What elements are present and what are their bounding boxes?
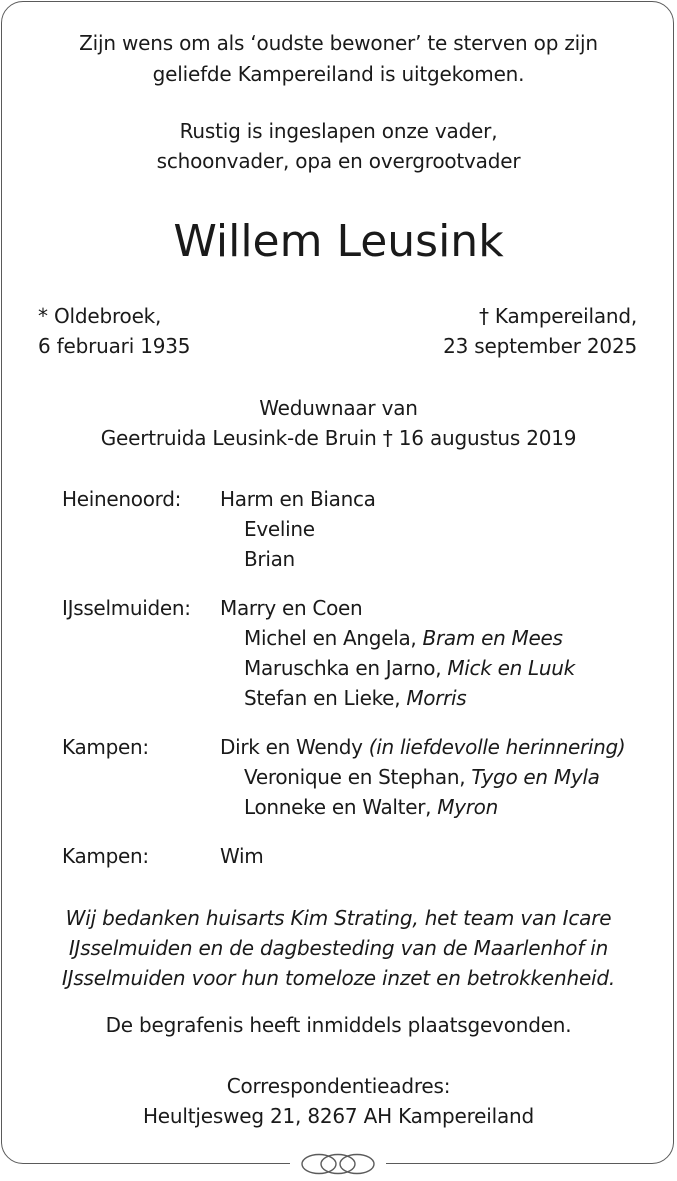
widower-line-2: Geertruida Leusink-de Bruin † 16 augustus 2019 xyxy=(100,426,577,450)
grandchildren-names: Mick en Luuk xyxy=(447,656,575,680)
family-place: Kampen: xyxy=(62,735,149,759)
family-child: Eveline xyxy=(244,517,315,541)
family-place: IJsselmuiden: xyxy=(62,596,191,620)
intro-line-2: geliefde Kampereiland is uitgekomen. xyxy=(152,62,525,86)
intro-line-1: Zijn wens om als ‘oudste bewoner’ te sterven op zijn xyxy=(79,31,598,55)
grandchildren-names: Bram en Mees xyxy=(422,626,563,650)
deceased-name: Willem Leusink xyxy=(173,216,504,267)
thanks-line-2: IJsselmuiden en de dagbesteding van de Maarlenhof in xyxy=(68,936,609,960)
family-place: Heinenoord: xyxy=(62,487,182,511)
child-names: Lonneke en Walter, xyxy=(244,795,432,819)
grandchildren-names: Tygo en Myla xyxy=(471,765,600,789)
family-parent: Marry en Coen xyxy=(220,596,363,620)
family-parent: Harm en Bianca xyxy=(220,487,376,511)
parent-names: Dirk en Wendy xyxy=(220,735,363,759)
family-parent xyxy=(220,732,625,762)
birth-place: * Oldebroek, xyxy=(38,304,162,328)
family-child xyxy=(244,792,498,822)
death-place: † Kampereiland, xyxy=(478,304,637,328)
thanks-line-1: Wij bedanken huisarts Kim Strating, het team van Icare xyxy=(65,906,612,930)
family-child: Brian xyxy=(244,547,295,571)
announcement-line-2: schoonvader, opa en overgrootvader xyxy=(156,149,521,173)
death-date: 23 september 2025 xyxy=(443,334,637,358)
correspondence-label: Correspondentieadres: xyxy=(226,1074,451,1098)
announcement-line-1: Rustig is ingeslapen onze vader, xyxy=(179,119,498,143)
correspondence-address: Heultjesweg 21, 8267 AH Kampereiland xyxy=(142,1104,535,1128)
family-child xyxy=(244,762,600,792)
child-names: Maruschka en Jarno, xyxy=(244,656,442,680)
widower-line-1: Weduwnaar van xyxy=(259,396,418,420)
grandchildren-names: Morris xyxy=(406,686,467,710)
child-names: Veronique en Stephan, xyxy=(244,765,466,789)
thanks-line-3: IJsselmuiden voor hun tomeloze inzet en betrokkenheid. xyxy=(61,966,616,990)
family-child xyxy=(244,653,575,683)
grandchildren-names: Myron xyxy=(437,795,498,819)
family-child xyxy=(244,623,563,653)
birth-date: 6 februari 1935 xyxy=(38,334,191,358)
three-interlocking-rings-icon xyxy=(0,1152,677,1176)
family-child xyxy=(244,683,466,713)
family-place: Kampen: xyxy=(62,844,149,868)
child-names: Michel en Angela, xyxy=(244,626,417,650)
child-names: Stefan en Lieke, xyxy=(244,686,401,710)
family-parent: Wim xyxy=(220,844,264,868)
parent-note: (in liefdevolle herinnering) xyxy=(368,735,626,759)
funeral-note: De begrafenis heeft inmiddels plaatsgevonden. xyxy=(105,1013,572,1037)
